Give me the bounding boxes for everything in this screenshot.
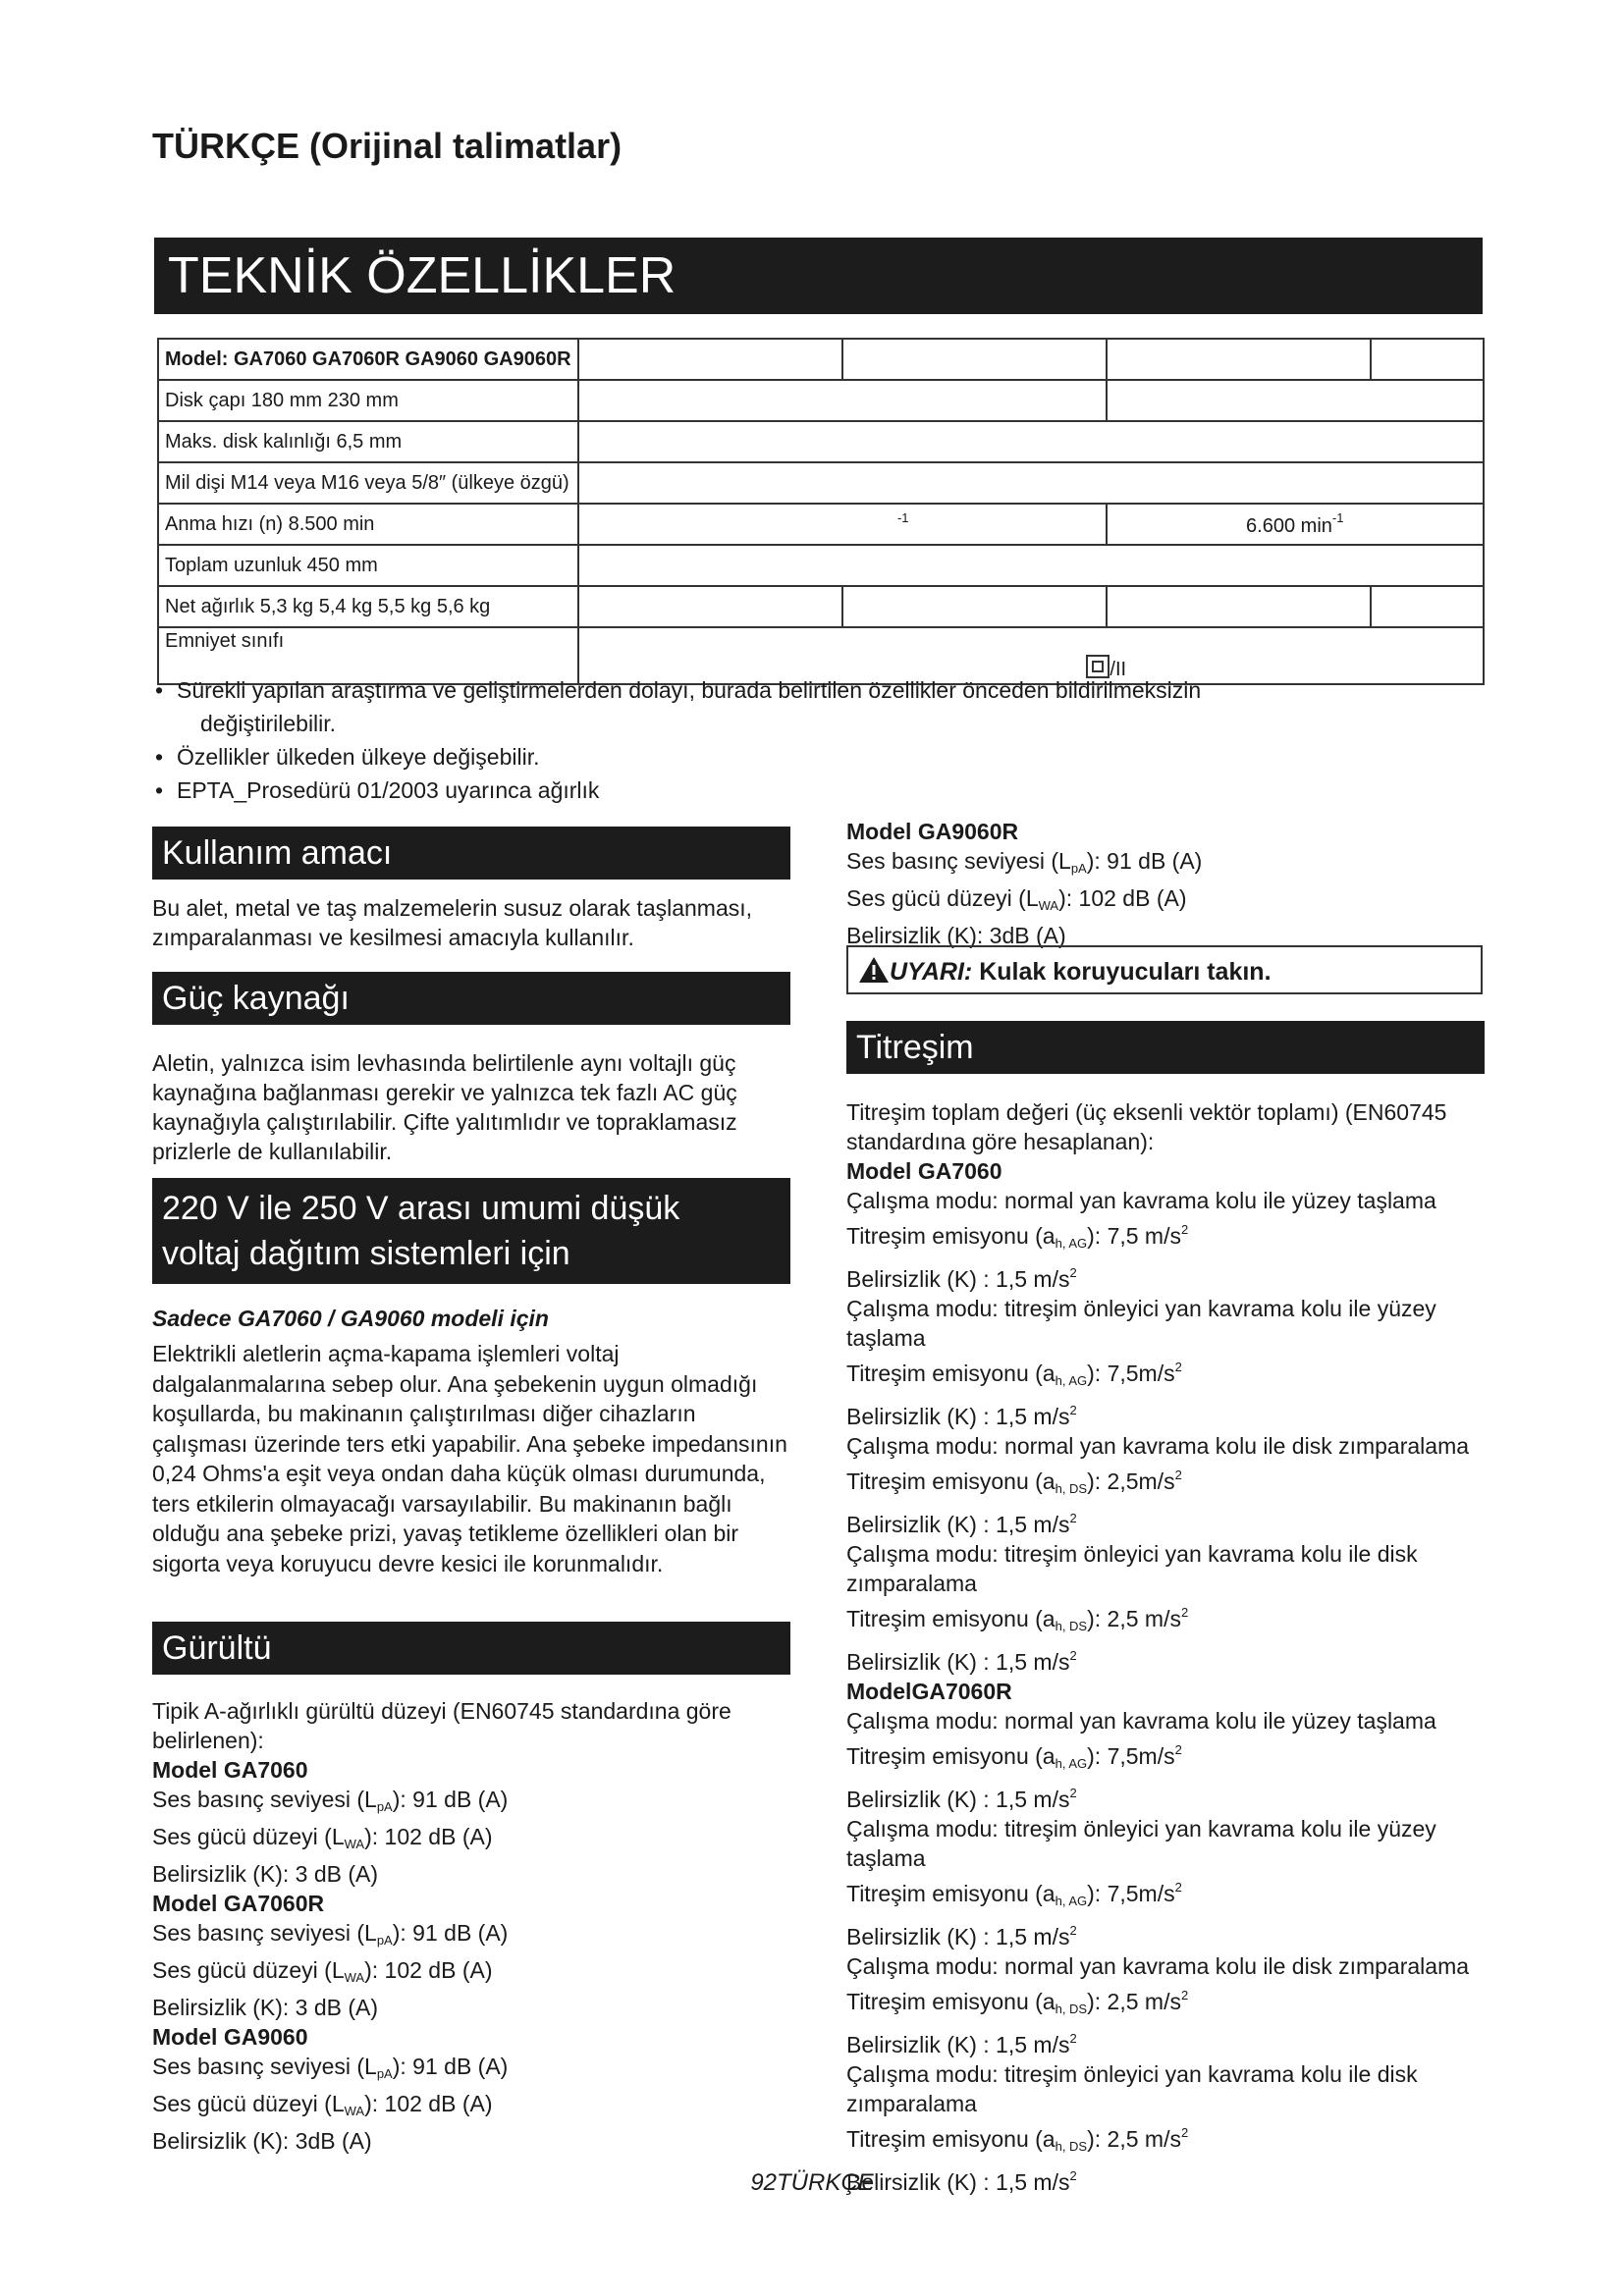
spec-disc-diameter: Disk çapı 180 mm 230 mm: [165, 389, 399, 411]
warning-label: UYARI:: [890, 958, 973, 986]
spec-speed-cell: [158, 504, 578, 545]
vibration-uncertainty: Belirsizlik (K) : 1,5 $m/s^2$: [846, 2031, 1077, 2057]
spec-row-length: [158, 545, 1484, 586]
vibration-emission: Titreşim emisyonu $(a_{h, DS})$: 2,5 $m/s^2$: [846, 2125, 1189, 2154]
spec-spindle-cell: [158, 462, 578, 504]
vibration-section: [846, 1021, 1485, 2197]
vibration-intro: Titreşim toplam değeri (üç eksenli vektör toplamı) (EN60745 standardına göre hesaplanan):: [846, 1099, 1447, 1154]
noise-power: Ses gücü düzeyi $(L_{WA})$: 102 dB (A): [152, 2091, 493, 2118]
low-voltage-section: [152, 1178, 790, 1578]
spec-length-cell: [158, 545, 578, 586]
vibration-mode: Çalışma modu: normal yan kavrama kolu ile yüzey taşlama: [846, 1188, 1436, 1213]
spec-note: [155, 740, 1490, 774]
vibration-emission: Titreşim emisyonu $(a_{h, DS})$: 2,5 $m/s^2$: [846, 1988, 1189, 2016]
noise-power: Ses gücü düzeyi $(L_{WA})$: 102 dB (A): [152, 1957, 493, 1985]
spec-net-weight: Net ağırlık 5,3 kg 5,4 kg 5,5 kg 5,6 kg: [165, 595, 491, 617]
spec-disc-cell: [158, 380, 578, 421]
spec-cell: [578, 339, 842, 380]
spec-note: [155, 774, 1490, 807]
vibration-model-name: Model GA7060: [846, 1158, 1002, 1184]
noise-model-name: Model GA7060R: [152, 1891, 325, 1916]
spec-cell: [578, 462, 1484, 504]
noise-pressure: Ses basınç seviyesi $(L_{pA})$: 91 dB (A): [152, 1920, 509, 1948]
vibration-emission: Titreşim emisyonu $(a_{h, AG})$: $7,5m/s^2$: [846, 1360, 1182, 1388]
spec-safety-class-label: Emniyet sınıfı: [165, 630, 285, 652]
spec-note-text: Sürekli yapılan araştırma ve geliştirmelerden dolayı, burada belirtilen özellikler önceden bildirilmeksizin: [177, 677, 1202, 703]
noise-model-name: Model GA7060: [152, 1757, 308, 1783]
spec-row-weight: [158, 586, 1484, 627]
spec-note-text: EPTA_Prosedürü 01/2003 uyarınca ağırlık: [177, 777, 600, 803]
vibration-uncertainty: Belirsizlik (K) : 1,5 $m/s^2$: [846, 1786, 1077, 1812]
spec-notes: [155, 673, 1490, 807]
vibration-mode: Çalışma modu: normal yan kavrama kolu ile disk zımparalama: [846, 1433, 1470, 1459]
vibration-emission: Titreşim emisyonu $(a_{h, DS})$: 2,5 $m/s^2$: [846, 1605, 1189, 1633]
noise-intro: Tipik A-ağırlıklı gürültü düzeyi (EN60745 standardına göre belirlenen):: [152, 1698, 731, 1753]
spec-cell: [1107, 586, 1371, 627]
spec-rated-speed-2: 6.600 min: [1246, 515, 1332, 537]
power-supply-heading: Güç kaynağı: [152, 972, 790, 1025]
spec-overall-length: Toplam uzunluk 450 mm: [165, 554, 378, 576]
vibration-model-name: ModelGA7060R: [846, 1679, 1012, 1704]
noise-section: [152, 1622, 790, 2156]
vibration-emission: Titreşim emisyonu $(a_{h, AG})$: $7,5m/s^2$: [846, 1880, 1182, 1908]
vibration-heading: Titreşim: [846, 1021, 1485, 1074]
spec-cell: [578, 380, 1107, 421]
low-voltage-heading-line2: voltaj dağıtım sistemleri için: [162, 1235, 570, 1272]
spec-weight-cell: [158, 586, 578, 627]
warning-text: Kulak koruyucuları takın.: [972, 958, 1272, 986]
noise-power: Ses gücü düzeyi $(L_{WA})$: 102 dB (A): [152, 1824, 493, 1851]
noise-model-ga9060r: [846, 817, 1485, 950]
vibration-mode: Çalışma modu: normal yan kavrama kolu ile disk zımparalama: [846, 1953, 1470, 1979]
noise-uncertainty: Belirsizlik (K): 3dB (A): [846, 923, 1066, 948]
vibration-emission: Titreşim emisyonu $(a_{h, DS})$: $2,5m/s^2$: [846, 1468, 1182, 1496]
vibration-emission: Titreşim emisyonu $(a_{h, AG})$: 7,5 $m/s^2$: [846, 1222, 1189, 1251]
noise-pressure: Ses basınç seviyesi $(L_{pA})$: 91 dB (A): [152, 2054, 509, 2081]
spec-note-text: Özellikler ülkeden ülkeye değişebilir.: [177, 744, 540, 770]
vibration-uncertainty: Belirsizlik (K) : 1,5 $m/s^2$: [846, 1511, 1077, 1537]
specifications-banner: TEKNİK ÖZELLİKLER: [154, 238, 1483, 314]
noise-uncertainty: Belirsizlik (K): 3 dB (A): [152, 1995, 379, 2020]
spec-max-disc-thickness: Maks. disk kalınlığı 6,5 mm: [165, 430, 403, 453]
vibration-emission: Titreşim emisyonu $(a_{h, AG})$: $7,5m/s^2$: [846, 1742, 1182, 1771]
vibration-uncertainty: Belirsizlik (K) : 1,5 $m/s^2$: [846, 2168, 1077, 2195]
vibration-mode: Çalışma modu: titreşim önleyici yan kavrama kolu ile disk zımparalama: [846, 2061, 1418, 2116]
spec-model: Model: GA7060 GA7060R GA9060 GA9060R: [165, 347, 571, 370]
noise-uncertainty: Belirsizlik (K): 3 dB (A): [152, 1861, 379, 1887]
spec-row-spindle: [158, 462, 1484, 504]
noise-model-name: Model GA9060R: [846, 819, 1019, 844]
power-supply-text: Aletin, yalnızca isim levhasında belirtilenle aynı voltajlı güç kaynağına bağlanması gerekir ve yalnızca tek fazlı AC güç kaynağıyla çalıştırılabilir. Çifte yalıtımlıdır ve topraklamasız prizlerle de kullanılabilir.: [152, 1050, 737, 1164]
noise-pressure: Ses basınç seviyesi $(L_{pA})$: 91 dB (A): [152, 1787, 509, 1814]
spec-cell: [1107, 339, 1371, 380]
intended-use-heading: Kullanım amacı: [152, 827, 790, 880]
vibration-mode: Çalışma modu: normal yan kavrama kolu ile yüzey taşlama: [846, 1708, 1436, 1734]
noise-model-name: Model GA9060: [152, 2024, 308, 2050]
power-supply-section: [152, 972, 790, 1166]
page-footer: 92TÜRKÇE: [750, 2169, 874, 2196]
spec-cell: [578, 421, 1484, 462]
specifications-table: [157, 338, 1485, 685]
spec-cell: [1371, 586, 1484, 627]
spec-cell: [842, 339, 1107, 380]
spec-cell: [1371, 339, 1484, 380]
spec-note-continuation: değiştirilebilir.: [200, 711, 337, 736]
vibration-uncertainty: Belirsizlik (K) : 1,5 $m/s^2$: [846, 1403, 1077, 1429]
low-voltage-text: Elektrikli aletlerin açma-kapama işlemleri voltaj dalgalanmalarına sebep olur. Ana şebekenin uygun olmadığı koşullarda, bu makinanın çalıştırılması diğer cihazların çalışması üzerinde ters etki yapabilir. Ana şebeke impedansının 0,24 Ohms'a eşit veya ondan daha küçük olması durumunda, ters etkilerin olmayacağı varsayılabilir. Bu makinanın bağlı olduğu ana şebeke prizi, yavaş tetikleme özellikleri olan bir sigorta veya koruyucu devre kesici ile korunmalıdır.: [152, 1341, 787, 1576]
intended-use-text: Bu alet, metal ve taş malzemelerin susuz olarak taşlanması, zımparalanması ve kesilmesi amacıyla kullanılır.: [152, 895, 753, 950]
vibration-mode: Çalışma modu: titreşim önleyici yan kavrama kolu ile yüzey taşlama: [846, 1296, 1436, 1351]
vibration-mode: Çalışma modu: titreşim önleyici yan kavrama kolu ile yüzey taşlama: [846, 1816, 1436, 1871]
low-voltage-heading-line1: 220 V ile 250 V arası umumi düşük: [162, 1190, 680, 1227]
spec-speed-cell-3: [1107, 504, 1484, 545]
spec-speed-sup-2: -1: [1331, 510, 1344, 525]
spec-row-speed: [158, 504, 1484, 545]
spec-rated-speed: Anma hızı (n) 8.500 min: [165, 512, 375, 535]
low-voltage-subtitle: Sadece GA7060 / GA9060 modeli için: [152, 1306, 549, 1331]
warning-triangle-icon: [858, 956, 890, 984]
spec-thickness-cell: [158, 421, 578, 462]
noise-heading: Gürültü: [152, 1622, 790, 1675]
intended-use-section: [152, 827, 790, 952]
spec-row-model: [158, 339, 1484, 380]
noise-pressure: Ses basınç seviyesi $(L_{pA})$: 91 dB (A): [846, 848, 1203, 876]
spec-note: [155, 673, 1490, 740]
spec-spindle-thread: Mil dişi M14 veya M16 veya 5/8″ (ülkeye özgü): [165, 471, 569, 494]
spec-cell: [842, 586, 1107, 627]
spec-cell: [578, 586, 842, 627]
vibration-mode: Çalışma modu: titreşim önleyici yan kavrama kolu ile disk zımparalama: [846, 1541, 1418, 1596]
spec-model-cell: [158, 339, 578, 380]
vibration-uncertainty: Belirsizlik (K) : 1,5 $m/s^2$: [846, 1923, 1077, 1949]
low-voltage-heading: [152, 1178, 790, 1284]
hearing-protection-warning: [846, 945, 1483, 994]
page-language-title: TÜRKÇE (Orijinal talimatlar): [152, 126, 623, 166]
noise-power: Ses gücü düzeyi $(L_{WA})$: 102 dB (A): [846, 885, 1187, 913]
noise-uncertainty: Belirsizlik (K): 3dB (A): [152, 2128, 372, 2154]
spec-speed-sup: -1: [896, 510, 909, 525]
spec-row-thickness: [158, 421, 1484, 462]
spec-row-disc: [158, 380, 1484, 421]
vibration-uncertainty: Belirsizlik (K) : 1,5 $m/s^2$: [846, 1648, 1077, 1675]
spec-safety-class-value: /II: [1110, 659, 1127, 680]
vibration-uncertainty: Belirsizlik (K) : 1,5 $m/s^2$: [846, 1265, 1077, 1292]
spec-cell: [1107, 380, 1484, 421]
spec-cell: [578, 545, 1484, 586]
spec-speed-cell-2: [578, 504, 1107, 545]
